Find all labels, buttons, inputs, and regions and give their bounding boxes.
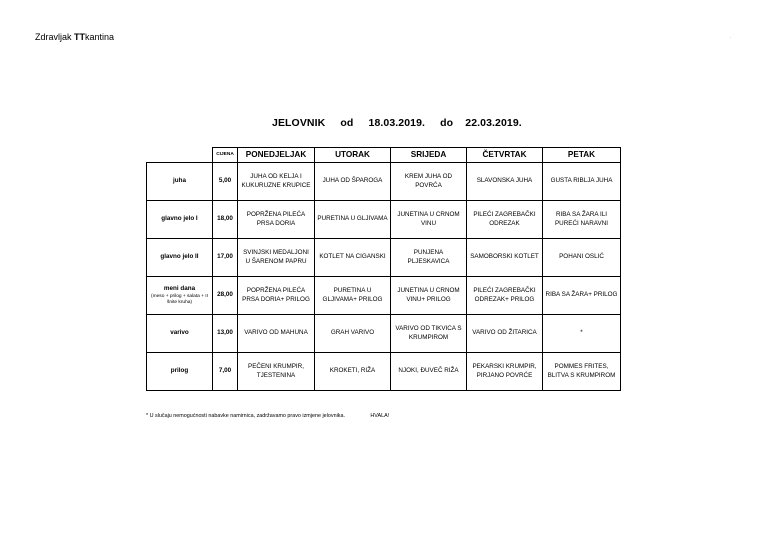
day-header: PONEDJELJAK — [238, 148, 315, 163]
table-row — [147, 315, 621, 353]
row-label-text: glavno jelo II — [160, 253, 199, 261]
day-header: ČETVRTAK — [467, 148, 543, 163]
dish-cell: KREM JUHA OD POVRĆA — [391, 163, 467, 201]
row-label — [147, 315, 213, 353]
company-name-part: Zdravljak — [35, 32, 75, 42]
menu-table — [146, 147, 621, 391]
dish-cell: * — [543, 315, 621, 353]
footnote: * U slučaju nemogućnosti nabavke namirnica, zadržavamo pravo izmjene jelovnika. HVALA! — [146, 413, 390, 419]
corner-mark: . — [730, 34, 732, 40]
dish-cell: PUNJENA PLJESKAVICA — [391, 239, 467, 277]
row-label — [147, 353, 213, 391]
dish-cell: JUHA OD KELJA I KUKURUZNE KRUPICE — [238, 163, 315, 201]
price-cell: 18,00 — [213, 201, 238, 239]
dish-cell: GUSTA RIBLJA JUHA — [543, 163, 621, 201]
dish-cell: KROKETI, RIŽA — [315, 353, 391, 391]
price-column-header: CIJENA — [213, 148, 238, 163]
dish-cell: PEKARSKI KRUMPIR, PIRJANO POVRĆE — [467, 353, 543, 391]
dish-cell: POMMES FRITES, BLITVA S KRUMPIROM — [543, 353, 621, 391]
table-row — [147, 277, 621, 315]
dish-cell: GRAH VARIVO — [315, 315, 391, 353]
dish-cell: VARIVO OD MAHUNA — [238, 315, 315, 353]
dish-cell: PURETINA U GLJIVAMA+ PRILOG — [315, 277, 391, 315]
dish-cell: PILEĆI ZAGREBAČKI ODREZAK — [467, 201, 543, 239]
dish-cell: SLAVONSKA JUHA — [467, 163, 543, 201]
price-cell: 13,00 — [213, 315, 238, 353]
dish-cell: PURETINA U GLJIVAMA — [315, 201, 391, 239]
day-header: SRIJEDA — [391, 148, 467, 163]
dish-cell: RIBA SA ŽARA ILI PUREĆI NARAVNI — [543, 201, 621, 239]
dish-cell: POHANI OSLIĆ — [543, 239, 621, 277]
day-header: PETAK — [543, 148, 621, 163]
row-label-text: varivo — [170, 329, 189, 337]
company-name-rest: kantina — [85, 32, 115, 42]
row-label — [147, 163, 213, 201]
table-row — [147, 163, 621, 201]
price-cell: 17,00 — [213, 239, 238, 277]
dish-cell: JUNETINA U CRNOM VINU+ PRILOG — [391, 277, 467, 315]
dish-cell: VARIVO OD ŽITARICA — [467, 315, 543, 353]
table-row — [147, 239, 621, 277]
header-empty-cell — [147, 148, 213, 163]
table-row — [147, 201, 621, 239]
row-label — [147, 239, 213, 277]
price-cell: 7,00 — [213, 353, 238, 391]
table-row — [147, 353, 621, 391]
page-title: JELOVNIK od 18.03.2019. do 22.03.2019. — [272, 117, 522, 129]
dish-cell: POPRŽENA PILEĆA PRSA DORIA+ PRILOG — [238, 277, 315, 315]
row-label-text: prilog — [170, 367, 189, 375]
row-label-note: (meso + prilog + salata + II šnite kruha) — [151, 293, 208, 305]
dish-cell: JUNETINA U CRNOM VINU — [391, 201, 467, 239]
dish-cell: SAMOBORSKI KOTLET — [467, 239, 543, 277]
price-cell: 28,00 — [213, 277, 238, 315]
day-header: UTORAK — [315, 148, 391, 163]
dish-cell: JUHA OD ŠPAROGA — [315, 163, 391, 201]
table-header-row — [147, 148, 621, 163]
company-name-bold: TT — [74, 32, 86, 42]
dish-cell: PEČENI KRUMPIR, TJESTENINA — [238, 353, 315, 391]
dish-cell: POPRŽENA PILEĆA PRSA DORIA — [238, 201, 315, 239]
row-label — [147, 201, 213, 239]
dish-cell: NJOKI, ĐUVEČ RIŽA — [391, 353, 467, 391]
dish-cell: PILEĆI ZAGREBAČKI ODREZAK+ PRILOG — [467, 277, 543, 315]
dish-cell: KOTLET NA CIGANSKI — [315, 239, 391, 277]
dish-cell: VARIVO OD TIKVICA S KRUMPIROM — [391, 315, 467, 353]
row-label-text: glavno jelo I — [161, 215, 198, 223]
row-label-text: meni dana — [163, 285, 196, 293]
price-cell: 5,00 — [213, 163, 238, 201]
dish-cell: RIBA SA ŽARA+ PRILOG — [543, 277, 621, 315]
row-label-text: juha — [173, 177, 186, 185]
row-label — [147, 277, 213, 315]
dish-cell: SVINJSKI MEDALJONI U ŠARENOM PAPRU — [238, 239, 315, 277]
company-name — [35, 32, 114, 42]
